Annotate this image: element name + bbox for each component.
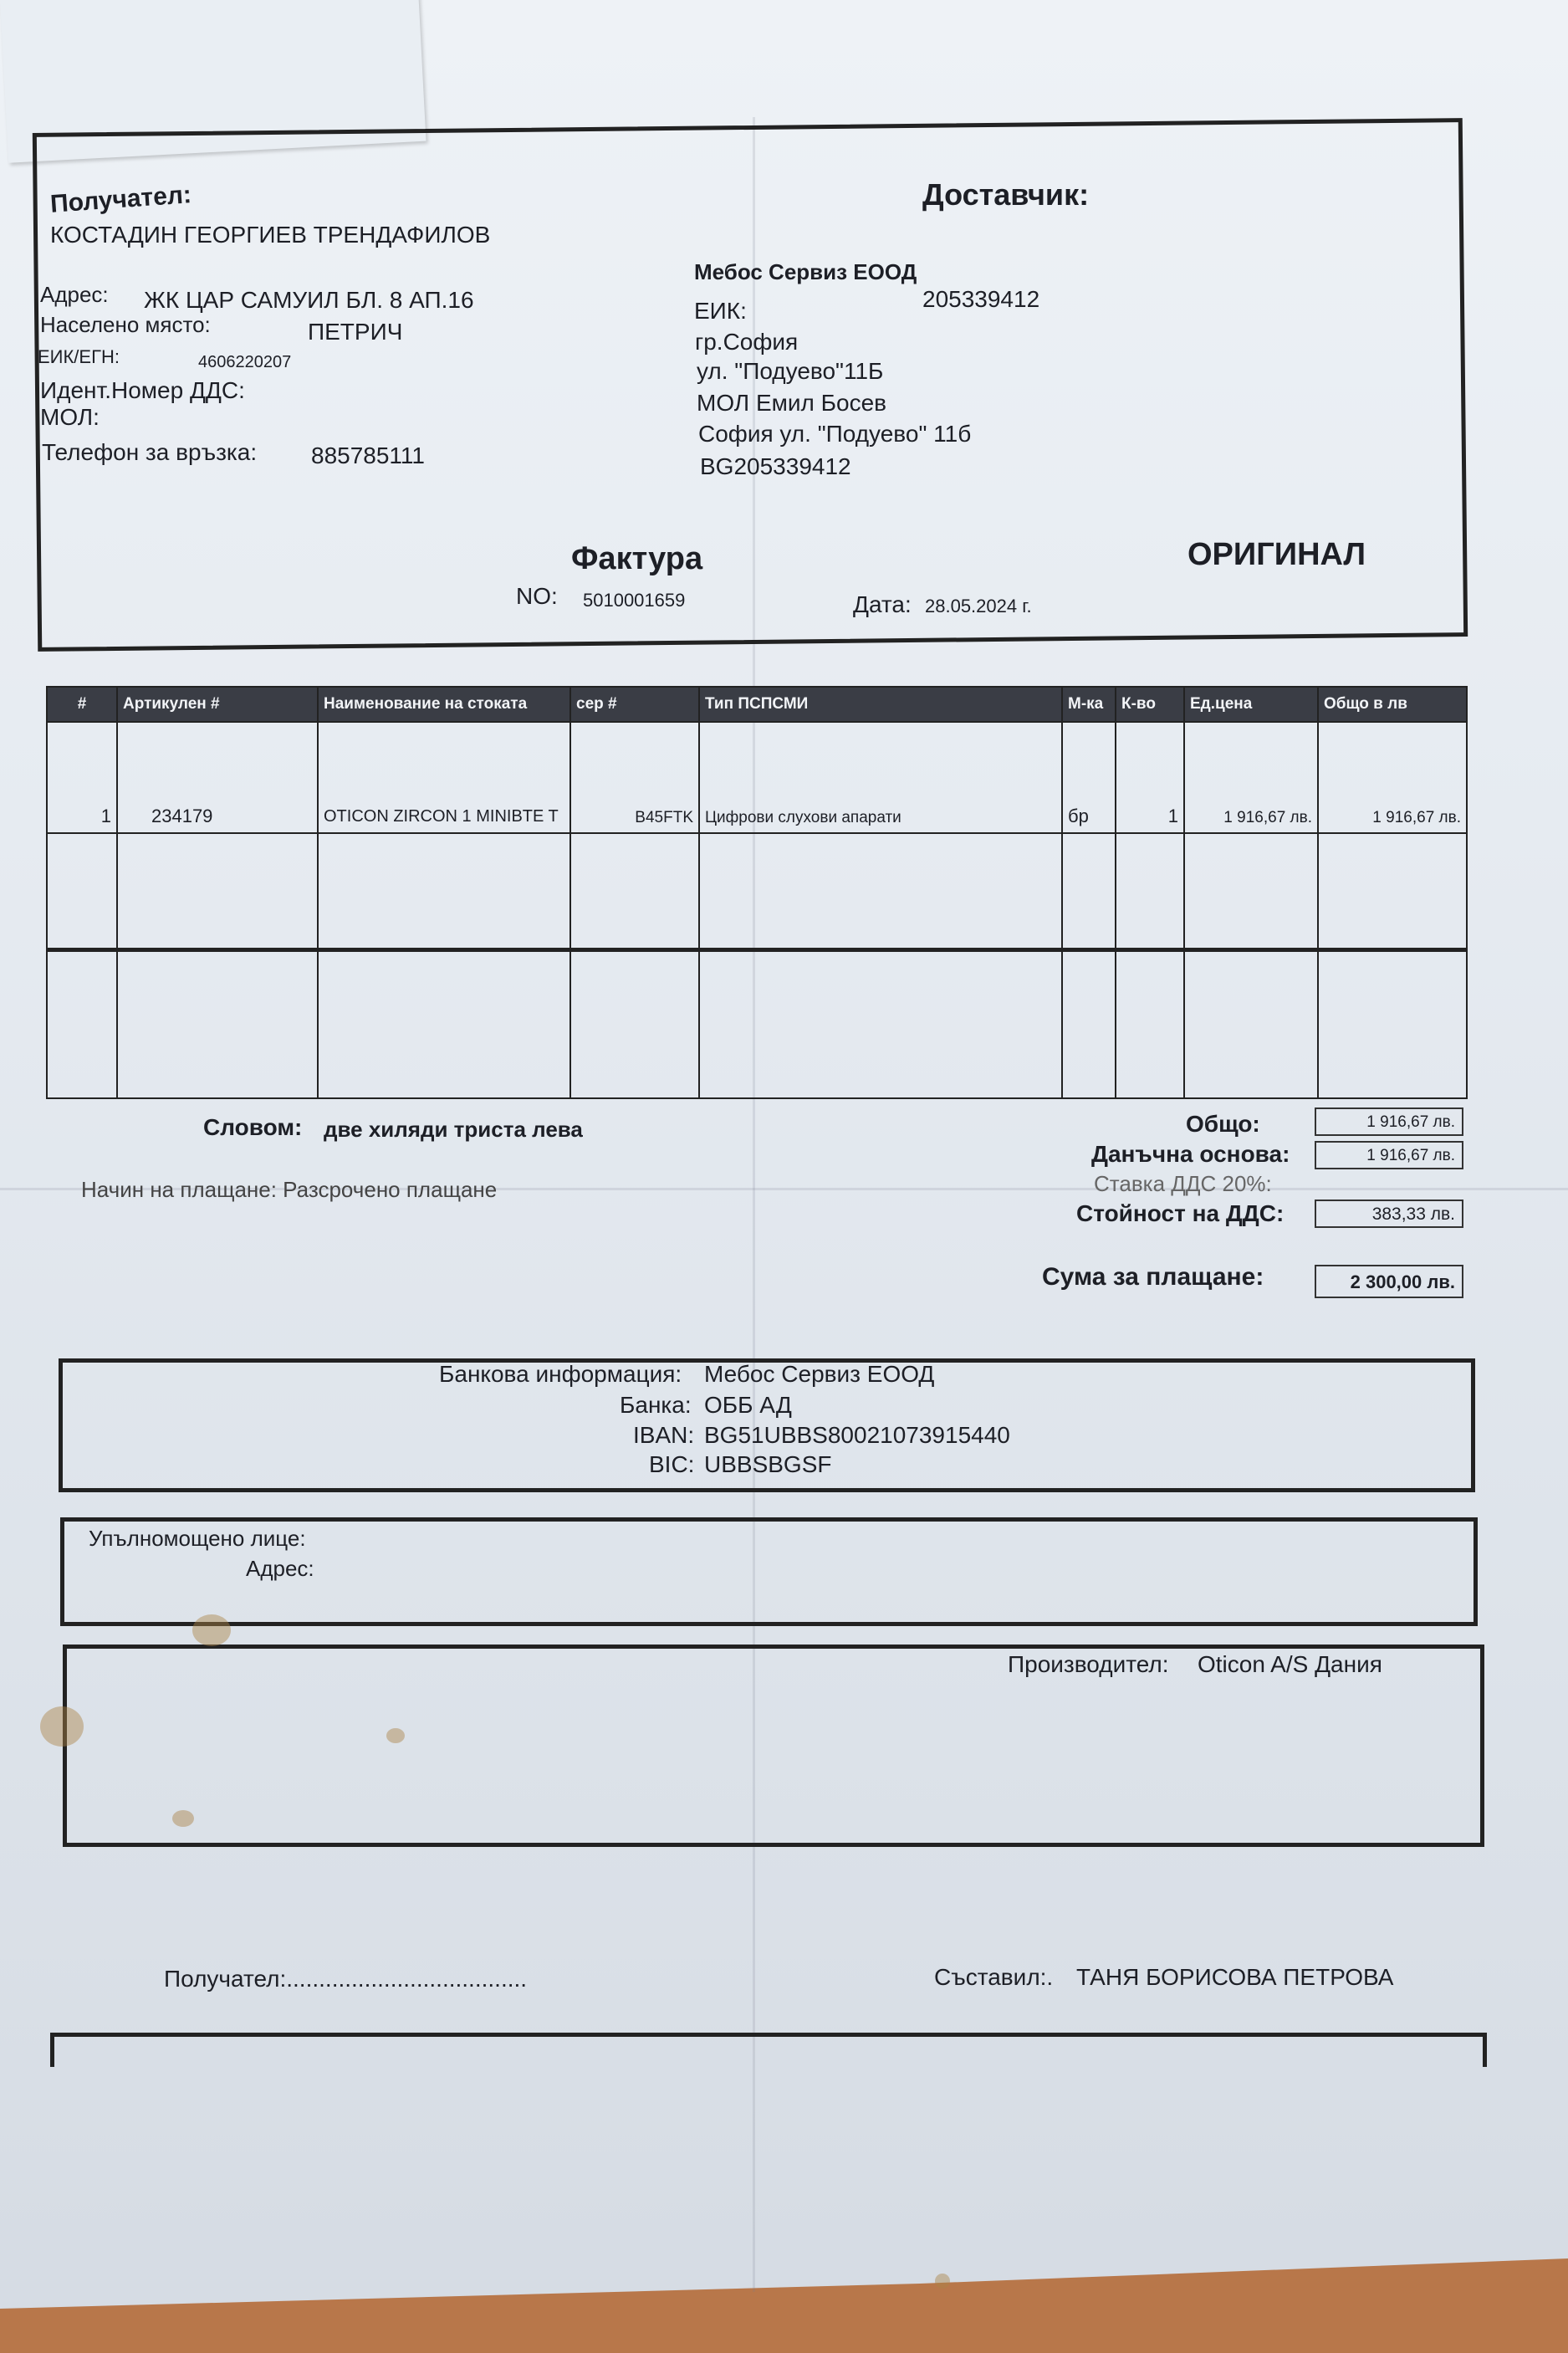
amount-due-value: 2 300,00 лв.	[1315, 1265, 1463, 1298]
bottom-box-edge	[50, 2033, 1487, 2067]
supplier-street: ул. "Подуево"11Б	[697, 358, 884, 384]
amount-due-label: Сума за плащане:	[1042, 1263, 1264, 1291]
col-header-qty: К-во	[1116, 687, 1184, 722]
recipient-phone-label: Телефон за връзка:	[42, 439, 258, 465]
authorized-address-label: Адрес:	[246, 1556, 314, 1581]
manufacturer-label: Производител:	[1008, 1651, 1169, 1677]
recipient-phone: 885785111	[311, 442, 425, 468]
col-header-total: Общо в лв	[1318, 687, 1467, 722]
total-label: Общо:	[1186, 1111, 1260, 1137]
cell-index: 1	[47, 722, 117, 833]
invoice-copy-mark: ОРИГИНАЛ	[1187, 537, 1366, 572]
supplier-city: гр.София	[695, 329, 799, 355]
bank-info: Мебос Сервиз ЕООД	[704, 1361, 935, 1387]
col-header-type: Тип ПСПСМИ	[699, 687, 1062, 722]
stain	[172, 1810, 194, 1827]
vat-rate-label: Ставка ДДС 20%:	[1094, 1171, 1272, 1196]
cell-unit: бр	[1062, 722, 1116, 833]
stain	[935, 2274, 950, 2289]
bank-name: ОББ АД	[704, 1392, 792, 1418]
recipient-city: ПЕТРИЧ	[308, 319, 403, 345]
total-value: 1 916,67 лв.	[1315, 1107, 1463, 1136]
col-header-name: Наименование на стоката	[318, 687, 570, 722]
supplier-eik-label: ЕИК:	[694, 298, 747, 324]
stain	[386, 1728, 405, 1743]
iban-label: IBAN:	[633, 1422, 695, 1448]
supplier-heading: Доставчик:	[922, 177, 1090, 212]
cell-article: 234179	[117, 722, 318, 833]
payment-method: Начин на плащане: Разсрочено плащане	[81, 1177, 498, 1202]
composed-label: Съставил:.	[934, 1964, 1054, 1990]
bic-label: BIC:	[649, 1451, 695, 1477]
col-header-index: #	[47, 687, 117, 722]
iban: BG51UBBS80021073915440	[704, 1422, 1010, 1448]
recipient-signature: Получател:.....................................	[164, 1966, 528, 1992]
supplier-eik: 205339412	[922, 286, 1040, 312]
recipient-eik-label: ЕИК/ЕГН:	[38, 346, 120, 367]
cell-serial: B45FTK	[570, 722, 699, 833]
invoice-date: 28.05.2024 г.	[925, 596, 1032, 616]
recipient-city-label: Населено място:	[40, 312, 211, 337]
cell-qty: 1	[1116, 722, 1184, 833]
stain	[192, 1614, 231, 1646]
supplier-name: Мебос Сервиз ЕООД	[694, 259, 917, 284]
recipient-address-label: Адрес:	[40, 282, 109, 307]
cell-total: 1 916,67 лв.	[1318, 722, 1467, 833]
manufacturer-value: Oticon A/S Дания	[1198, 1651, 1382, 1677]
recipient-mol-label: МОЛ:	[40, 404, 100, 430]
recipient-address: ЖК ЦАР САМУИЛ БЛ. 8 АП.16	[144, 287, 474, 313]
cell-price: 1 916,67 лв.	[1184, 722, 1318, 833]
composed-name: ТАНЯ БОРИСОВА ПЕТРОВА	[1076, 1964, 1394, 1990]
bic: UBBSBGSF	[704, 1451, 832, 1477]
recipient-heading: Получател:	[49, 181, 192, 218]
cell-type: Цифрови слухови апарати	[699, 722, 1062, 833]
tax-base-label: Данъчна основа:	[1091, 1141, 1290, 1167]
items-table	[46, 686, 1468, 1099]
cell-name: OTICON ZIRCON 1 MINIBTE T	[318, 722, 570, 833]
bank-label: Банка:	[620, 1392, 692, 1418]
col-header-price: Ед.цена	[1184, 687, 1318, 722]
invoice-date-label: Дата:	[853, 591, 912, 617]
invoice-no-label: NO:	[516, 583, 558, 609]
stain	[40, 1706, 84, 1747]
recipient-name: КОСТАДИН ГЕОРГИЕВ ТРЕНДАФИЛОВ	[50, 222, 491, 248]
table-row-empty	[47, 833, 1467, 950]
vat-value: 383,33 лв.	[1315, 1200, 1463, 1228]
table-row-empty	[47, 950, 1467, 1099]
supplier-address2: София ул. "Подуево" 11б	[698, 421, 972, 447]
recipient-eik: 4606220207	[198, 353, 292, 371]
invoice-title: Фактура	[571, 541, 703, 576]
words-value: две хиляди триста лева	[324, 1117, 583, 1142]
bank-info-label: Банкова информация:	[439, 1361, 682, 1387]
authorized-label: Упълномощено лице:	[89, 1526, 306, 1551]
col-header-article: Артикулен #	[117, 687, 318, 722]
recipient-vat-label: Идент.Номер ДДС:	[40, 377, 245, 403]
col-header-unit: М-ка	[1062, 687, 1116, 722]
supplier-mol: МОЛ Емил Босев	[697, 390, 887, 416]
col-header-serial: сер #	[570, 687, 699, 722]
supplier-vat: BG205339412	[700, 453, 851, 479]
tax-base-value: 1 916,67 лв.	[1315, 1141, 1463, 1169]
table-row	[47, 722, 1467, 833]
words-label: Словом:	[203, 1114, 303, 1140]
vat-value-label: Стойност на ДДС:	[1076, 1200, 1285, 1226]
invoice-no: 5010001659	[583, 590, 686, 611]
